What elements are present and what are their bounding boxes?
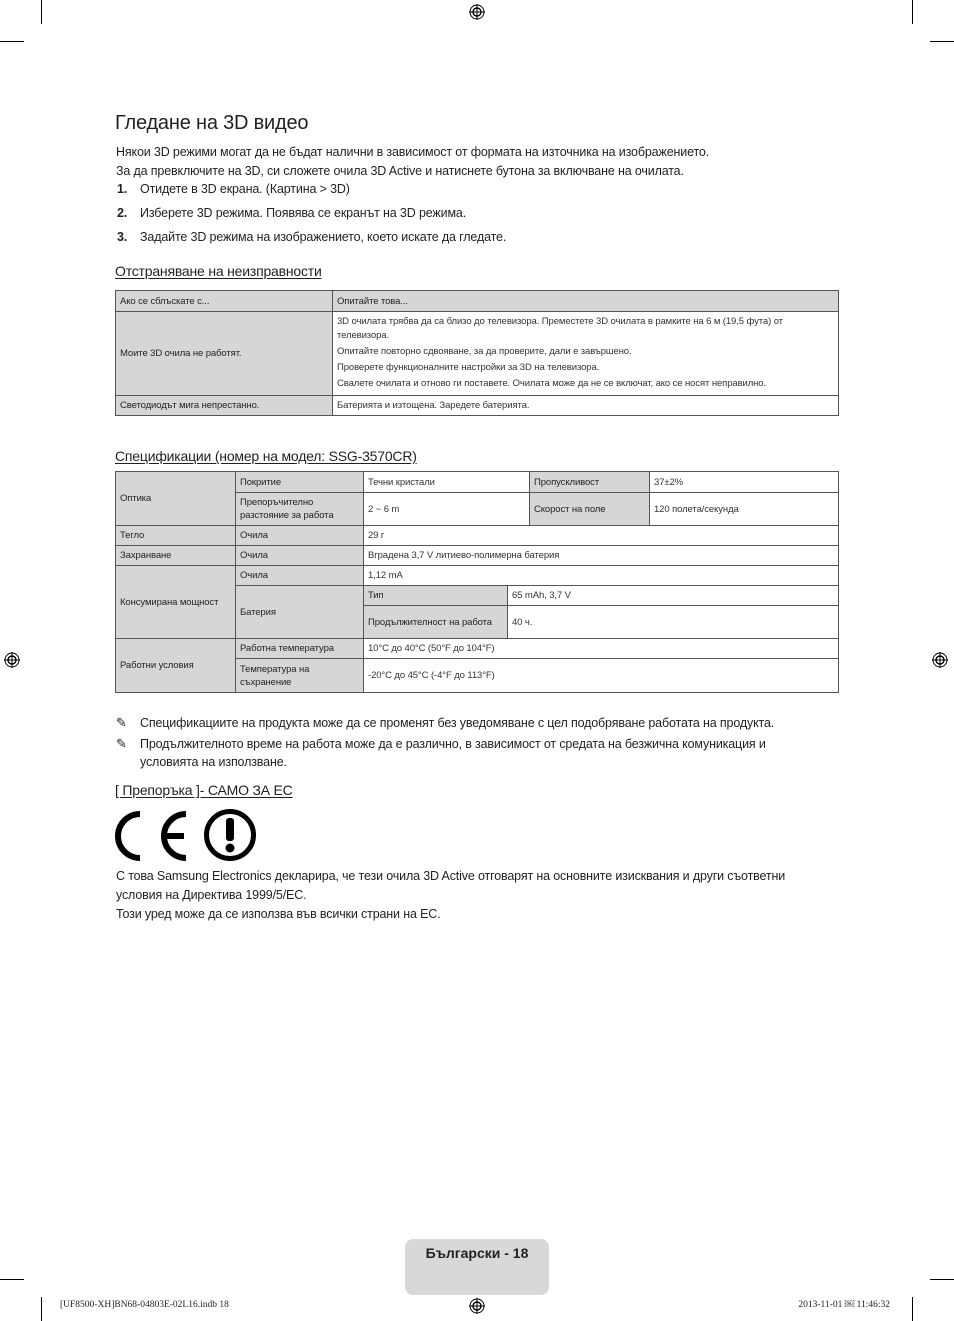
crop-mark	[930, 1279, 954, 1280]
spec-label: Температура на съхранение	[236, 659, 364, 693]
spec-value: 1,12 mA	[364, 566, 839, 586]
pencil-note-icon: ✎	[116, 736, 127, 751]
spec-value: -20°C до 45°C (-4°F до 113°F)	[364, 659, 839, 693]
solution-line: Опитайте повторно сдвояване, за да проверите, дали е завършено.	[337, 346, 632, 357]
spec-label-consumption: Консумирана мощност	[116, 566, 236, 639]
specifications-heading: Спецификации (номер на модел: SSG-3570CR)	[115, 448, 417, 464]
step-item	[117, 205, 466, 221]
footer-timestamp: 2013-11-01 ￼ 11:46:32	[798, 1300, 890, 1310]
crop-mark	[912, 1297, 913, 1321]
alert-circle-icon	[203, 808, 257, 867]
spec-label: Очила	[236, 526, 364, 546]
troubleshooting-heading: Отстраняване на неизправности	[115, 263, 322, 279]
spec-value: 40 ч.	[508, 606, 839, 639]
spec-label-conditions: Работни условия	[116, 639, 236, 693]
spec-label-battery: Батерия	[236, 586, 364, 639]
spec-label: Очила	[236, 546, 364, 566]
spec-label-optics: Оптика	[116, 472, 236, 526]
crop-mark	[0, 41, 24, 42]
spec-label: Пропускливост	[530, 472, 650, 493]
solution-cell	[333, 312, 839, 396]
registration-mark-icon	[4, 652, 20, 668]
column-header: Ако се сблъскате с...	[116, 291, 333, 312]
menu-path-picture: Картина	[269, 182, 317, 196]
pencil-note-icon: ✎	[116, 715, 127, 730]
spec-label: Работна температура	[236, 639, 364, 659]
solution-cell: Батерията и изтощена. Заредете батерията.	[333, 396, 839, 416]
menu-path-3d: 3D	[330, 182, 346, 196]
declaration-text: условия на Директива 1999/5/ЕС.	[116, 888, 307, 902]
solution-line: Проверете функционалните настройки за 3D на телевизора.	[337, 362, 600, 373]
crop-mark	[41, 0, 42, 24]
note-text: условията на използване.	[140, 755, 287, 769]
registration-mark-icon	[932, 652, 948, 668]
spec-label-power: Захранване	[116, 546, 236, 566]
crop-mark	[930, 41, 954, 42]
declaration-text: Този уред може да се използва във всички страни на ЕС.	[116, 907, 441, 921]
spec-label: Скорост на поле	[530, 493, 650, 526]
problem-cell: Моите 3D очила не работят.	[116, 312, 333, 396]
spec-label: Очила	[236, 566, 364, 586]
ce-mark-icon	[114, 810, 194, 867]
note-text: Спецификациите на продукта може да се променят без уведомяване с цел подобряване работата на продукта.	[140, 716, 775, 730]
spec-value: 10°C до 40°C (50°F до 104°F)	[364, 639, 839, 659]
step-item	[117, 181, 350, 197]
spec-value: Течни кристали	[364, 472, 530, 493]
spec-value: 2 ~ 6 m	[364, 493, 530, 526]
troubleshooting-table	[115, 290, 839, 416]
step-item	[117, 229, 506, 245]
spec-value: Вградена 3,7 V литиево-полимерна батерия	[364, 546, 839, 566]
step-text: Изберете 3D режима. Появява се екранът на 3D режима.	[140, 206, 467, 220]
intro-text: За да превключите на 3D, си сложете очила 3D Active и натиснете бутона за включване на очилата.	[116, 164, 684, 178]
page-number-badge	[405, 1239, 549, 1295]
step-number: 3.	[117, 230, 128, 244]
solution-line: Свалете очилата и отново ги поставете. Очилата може да не се включат, ако се носят неправилно.	[337, 378, 767, 389]
step-number: 1.	[117, 182, 128, 196]
note-text: Продължителното време на работа може да е различно, в зависимост от средата на безжична комуникация и	[140, 737, 766, 751]
note-item	[116, 713, 774, 733]
step-text: )	[345, 182, 350, 196]
spec-value: 120 полета/секунда	[650, 493, 839, 526]
step-text: Задайте 3D режима на изображението, което искате да гледате.	[140, 230, 507, 244]
declaration-text: С това Samsung Electronics декларира, че тези очила 3D Active отговарят на основните изисквания и други съответни	[116, 869, 786, 883]
spec-value: 29 г	[364, 526, 839, 546]
spec-value: 65 mAh, 3,7 V	[508, 586, 839, 606]
step-text: >	[316, 182, 331, 196]
specifications-table	[115, 471, 839, 693]
spec-label: Препоръчително разстояние за работа	[236, 493, 364, 526]
problem-cell: Светодиодът мига непрестанно.	[116, 396, 333, 416]
spec-value: 37±2%	[650, 472, 839, 493]
spec-label: Тип	[364, 586, 508, 606]
crop-mark	[0, 1279, 24, 1280]
footer-file-info: [UF8500-XH]BN68-04803E-02L16.indb 18	[60, 1300, 229, 1310]
intro-text: Някои 3D режими могат да не бъдат налични в зависимост от формата на източника на изображението.	[116, 145, 710, 159]
spec-label: Покритие	[236, 472, 364, 493]
column-header: Опитайте това...	[333, 291, 839, 312]
recommendation-heading: [ Препоръка ]- САМО ЗА ЕС	[115, 782, 293, 798]
spec-label: Продължителност на работа	[364, 606, 508, 639]
spec-label-weight: Тегло	[116, 526, 236, 546]
registration-mark-icon	[469, 4, 485, 20]
registration-mark-icon	[469, 1298, 485, 1314]
step-text: Отидете в 3D екрана. (	[140, 182, 270, 196]
crop-mark	[41, 1297, 42, 1321]
page-number: Български - 18	[425, 1245, 529, 1261]
page-title: Гледане на 3D видео	[115, 112, 309, 134]
note-item	[116, 734, 766, 754]
solution-line: 3D очилата трябва да са близо до телевизора. Преместете 3D очилата в рамките на 6 м (19,5 фута) от телевизора.	[337, 316, 783, 341]
step-number: 2.	[117, 206, 128, 220]
crop-mark	[912, 0, 913, 24]
